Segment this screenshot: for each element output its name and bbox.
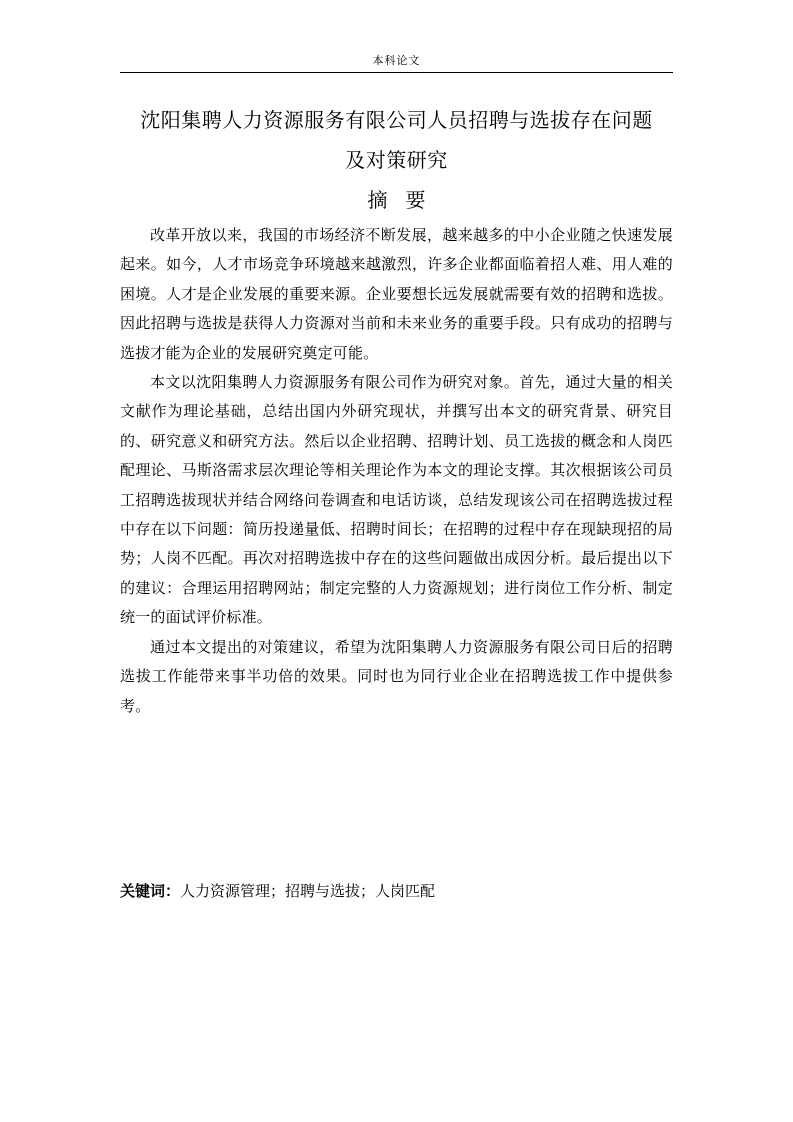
abstract-paragraph-2: 本文以沈阳集聘人力资源服务有限公司作为研究对象。首先，通过大量的相关文献作为理论基础，总结出国内外研究现状，并撰写出本文的研究背景、研究目的、研究意义和研究方法。然后以企业招聘、招聘计划、员工选拔的概念和人岗匹配理论、马斯洛需求层次理论等相关理论作为本文的理论支撑。其次根据该公司员工招聘选拔现状并结合网络问卷调查和电话访谈，总结发现该公司在招聘选拔过程中存在以下问题：简历投递量低、招聘时间长；在招聘的过程中存在现缺现招的局势；人岗不匹配。再次对招聘选拔中存在的这些问题做出成因分析。最后提出以下的建议：合理运用招聘网站；制定完整的人力资源规划；进行岗位工作分析、制定统一的面试评价标准。 — [120, 373, 673, 627]
keywords-text: 人力资源管理；招聘与选拔；人岗匹配 — [180, 882, 436, 900]
paper-title — [120, 100, 673, 180]
abstract-body — [120, 221, 673, 721]
abstract-paragraph-3: 通过本文提出的对策建议，希望为沈阳集聘人力资源服务有限公司日后的招聘选拔工作能带来事半功倍的效果。同时也为同行业企业在招聘选拔工作中提供参考。 — [120, 637, 673, 715]
header-divider — [120, 72, 673, 73]
title-line-2: 及对策研究 — [345, 148, 448, 172]
running-header: 本科论文 — [372, 54, 421, 67]
abstract-paragraph-1: 改革开放以来，我国的市场经济不断发展，越来越多的中小企业随之快速发展起来。如今，人才市场竞争环境越来越激烈，许多企业都面临着招人难、用人难的困境。人才是企业发展的重要来源。企业要想长远发展就需要有效的招聘和选拔。因此招聘与选拔是获得人力资源对当前和未来业务的重要手段。只有成功的招聘与选拔才能为企业的发展研究奠定可能。 — [120, 226, 673, 362]
keywords-label: 关键词： — [120, 882, 181, 900]
title-line-1: 沈阳集聘人力资源服务有限公司人员招聘与选拔存在问题 — [140, 108, 653, 132]
abstract-heading: 摘要 — [367, 188, 444, 212]
keywords-line — [120, 877, 673, 905]
